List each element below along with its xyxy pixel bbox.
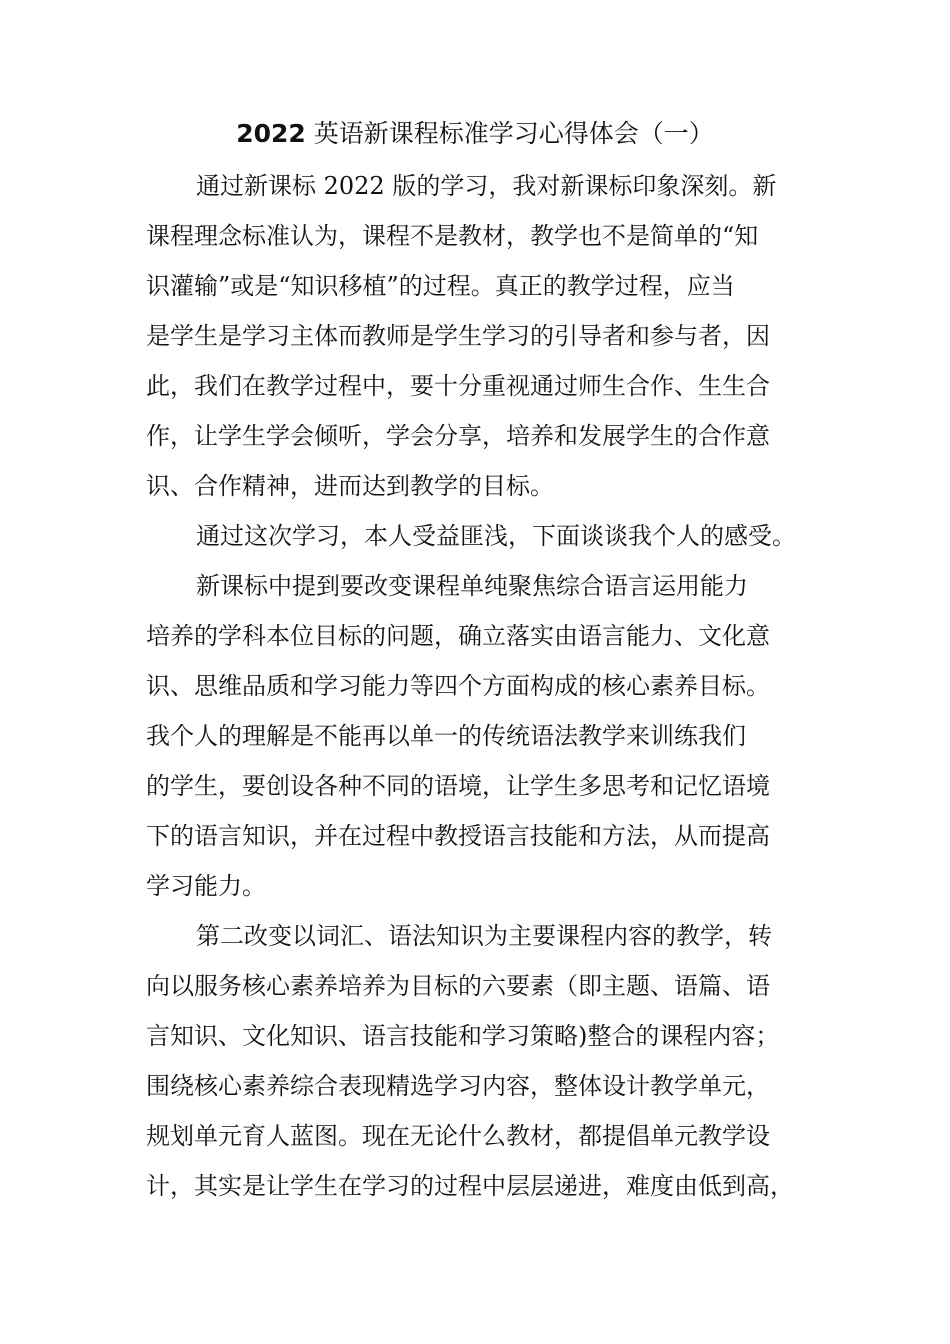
paragraph-line: 向以服务核心素养培养为目标的六要素（即主题、语篇、语 — [146, 972, 770, 1000]
paragraph-line: 我个人的理解是不能再以单一的传统语法教学来训练我们 — [146, 722, 746, 750]
paragraph-line: 言知识、文化知识、语言技能和学习策略)整合的课程内容； — [146, 1022, 780, 1050]
paragraph-line: 第二改变以词汇、语法知识为主要课程内容的教学，转 — [196, 922, 772, 950]
paragraph-line: 围绕核心素养综合表现精选学习内容，整体设计教学单元， — [146, 1072, 770, 1100]
paragraph-line: 计，其实是让学生在学习的过程中层层递进，难度由低到高， — [146, 1172, 794, 1200]
paragraph-line: 识、思维品质和学习能力等四个方面构成的核心素养目标。 — [146, 672, 770, 700]
paragraph-line: 是学生是学习主体而教师是学生学习的引导者和参与者，因 — [146, 322, 770, 350]
paragraph-line: 培养的学科本位目标的问题，确立落实由语言能力、文化意 — [146, 622, 770, 650]
paragraph-line: 通过新课标 2022 版的学习，我对新课标印象深刻。新 — [196, 172, 777, 200]
title-year: 2022 — [236, 119, 306, 148]
paragraph-line: 学习能力。 — [146, 872, 266, 900]
paragraph-line: 识、合作精神，进而达到教学的目标。 — [146, 472, 554, 500]
paragraph-line: 规划单元育人蓝图。现在无论什么教材，都提倡单元教学设 — [146, 1122, 770, 1150]
document-title — [0, 116, 950, 152]
paragraph-line: 此，我们在教学过程中，要十分重视通过师生合作、生生合 — [146, 372, 770, 400]
paragraph-line: 识灌输”或是“知识移植”的过程。真正的教学过程，应当 — [146, 272, 735, 300]
paragraph-line: 通过这次学习，本人受益匪浅，下面谈谈我个人的感受。 — [196, 522, 796, 550]
paragraph-line: 的学生，要创设各种不同的语境，让学生多思考和记忆语境 — [146, 772, 770, 800]
paragraph-line: 新课标中提到要改变课程单纯聚焦综合语言运用能力 — [196, 572, 748, 600]
paragraph-line: 作，让学生学会倾听，学会分享，培养和发展学生的合作意 — [146, 422, 770, 450]
title-text: 英语新课程标准学习心得体会（一） — [305, 119, 714, 148]
paragraph-line: 课程理念标准认为，课程不是教材，教学也不是简单的“知 — [146, 222, 759, 250]
paragraph-line: 下的语言知识，并在过程中教授语言技能和方法，从而提高 — [146, 822, 770, 850]
